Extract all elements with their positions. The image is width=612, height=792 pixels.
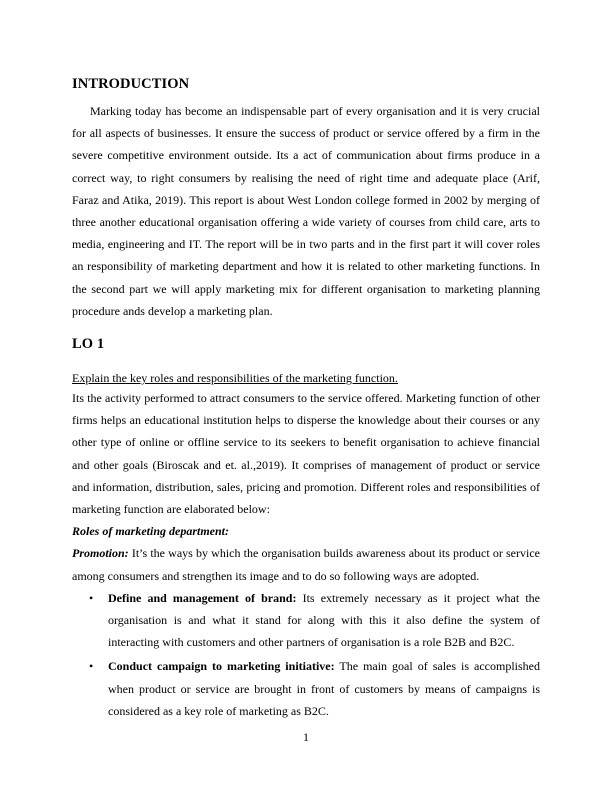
list-item-label: Conduct campaign to marketing initiative:	[108, 659, 335, 674]
roles-list	[72, 587, 540, 722]
list-item	[89, 587, 540, 654]
list-item-text: The main goal of sales is accomplished when product or service are brought in front of customers by means of campaigns is considered as a key role of marketing as B2C.	[108, 659, 540, 718]
bullet-icon: •	[89, 590, 94, 605]
promotion-text: It’s the ways by which the organisation builds awareness about its product or service among consumers and strengthen its image and to do so following ways are adopted.	[72, 546, 540, 583]
lo1-paragraph: Its the activity performed to attract consumers to the service offered. Marketing function of other firms helps an educational institution helps to disperse the knowledge about their courses or any other type of online or offline service to its seekers to benefit organisation to achieve financial and other goals (Biroscak and et. al.,2019). It comprises of management of product or service and information, distribution, sales, pricing and promotion. Different roles and responsibilities of marketing function are elaborated below:	[72, 391, 540, 517]
lo1-subheading: Explain the key roles and responsibilities of the marketing function.	[72, 371, 398, 386]
promotion-paragraph	[72, 542, 540, 586]
list-item-label: Define and management of brand:	[108, 590, 297, 605]
list-item	[89, 655, 540, 722]
page-number: 1	[303, 730, 309, 744]
promotion-label: Promotion:	[72, 546, 129, 561]
roles-heading-text: Roles of marketing department:	[72, 524, 229, 539]
introduction-paragraph: Marking today has become an indispensable part of every organisation and it is very crucial for all aspects of businesses. It ensure the success of product or service offered by a firm in the severe competitive environment outside. Its a act of communication about firms produce in a correct way, to right consumers by realising the need of right time and adequate place (Arif, Faraz and Atika, 2019). This report is about West London college formed in 2002 by merging of three another educational organisation offering a wide variety of courses from child care, arts to media, engineering and IT. The report will be in two parts and in the first part it will cover roles an responsibility of marketing department and how it is related to other marketing functions. In the second part we will apply marketing mix for different organisation to marketing planning procedure ands develop a marketing plan.	[72, 104, 540, 318]
bullet-icon: •	[89, 659, 94, 674]
list-item-text: Its extremely necessary as it project what the organisation is and what it stand for along with this it also define the system of interacting with customers and other partners of organisation is a role B2B and B2C.	[108, 590, 540, 650]
document-page	[72, 76, 540, 722]
lo1-heading: LO 1	[72, 336, 105, 353]
introduction-heading: INTRODUCTION	[72, 76, 190, 92]
roles-heading	[72, 520, 540, 542]
